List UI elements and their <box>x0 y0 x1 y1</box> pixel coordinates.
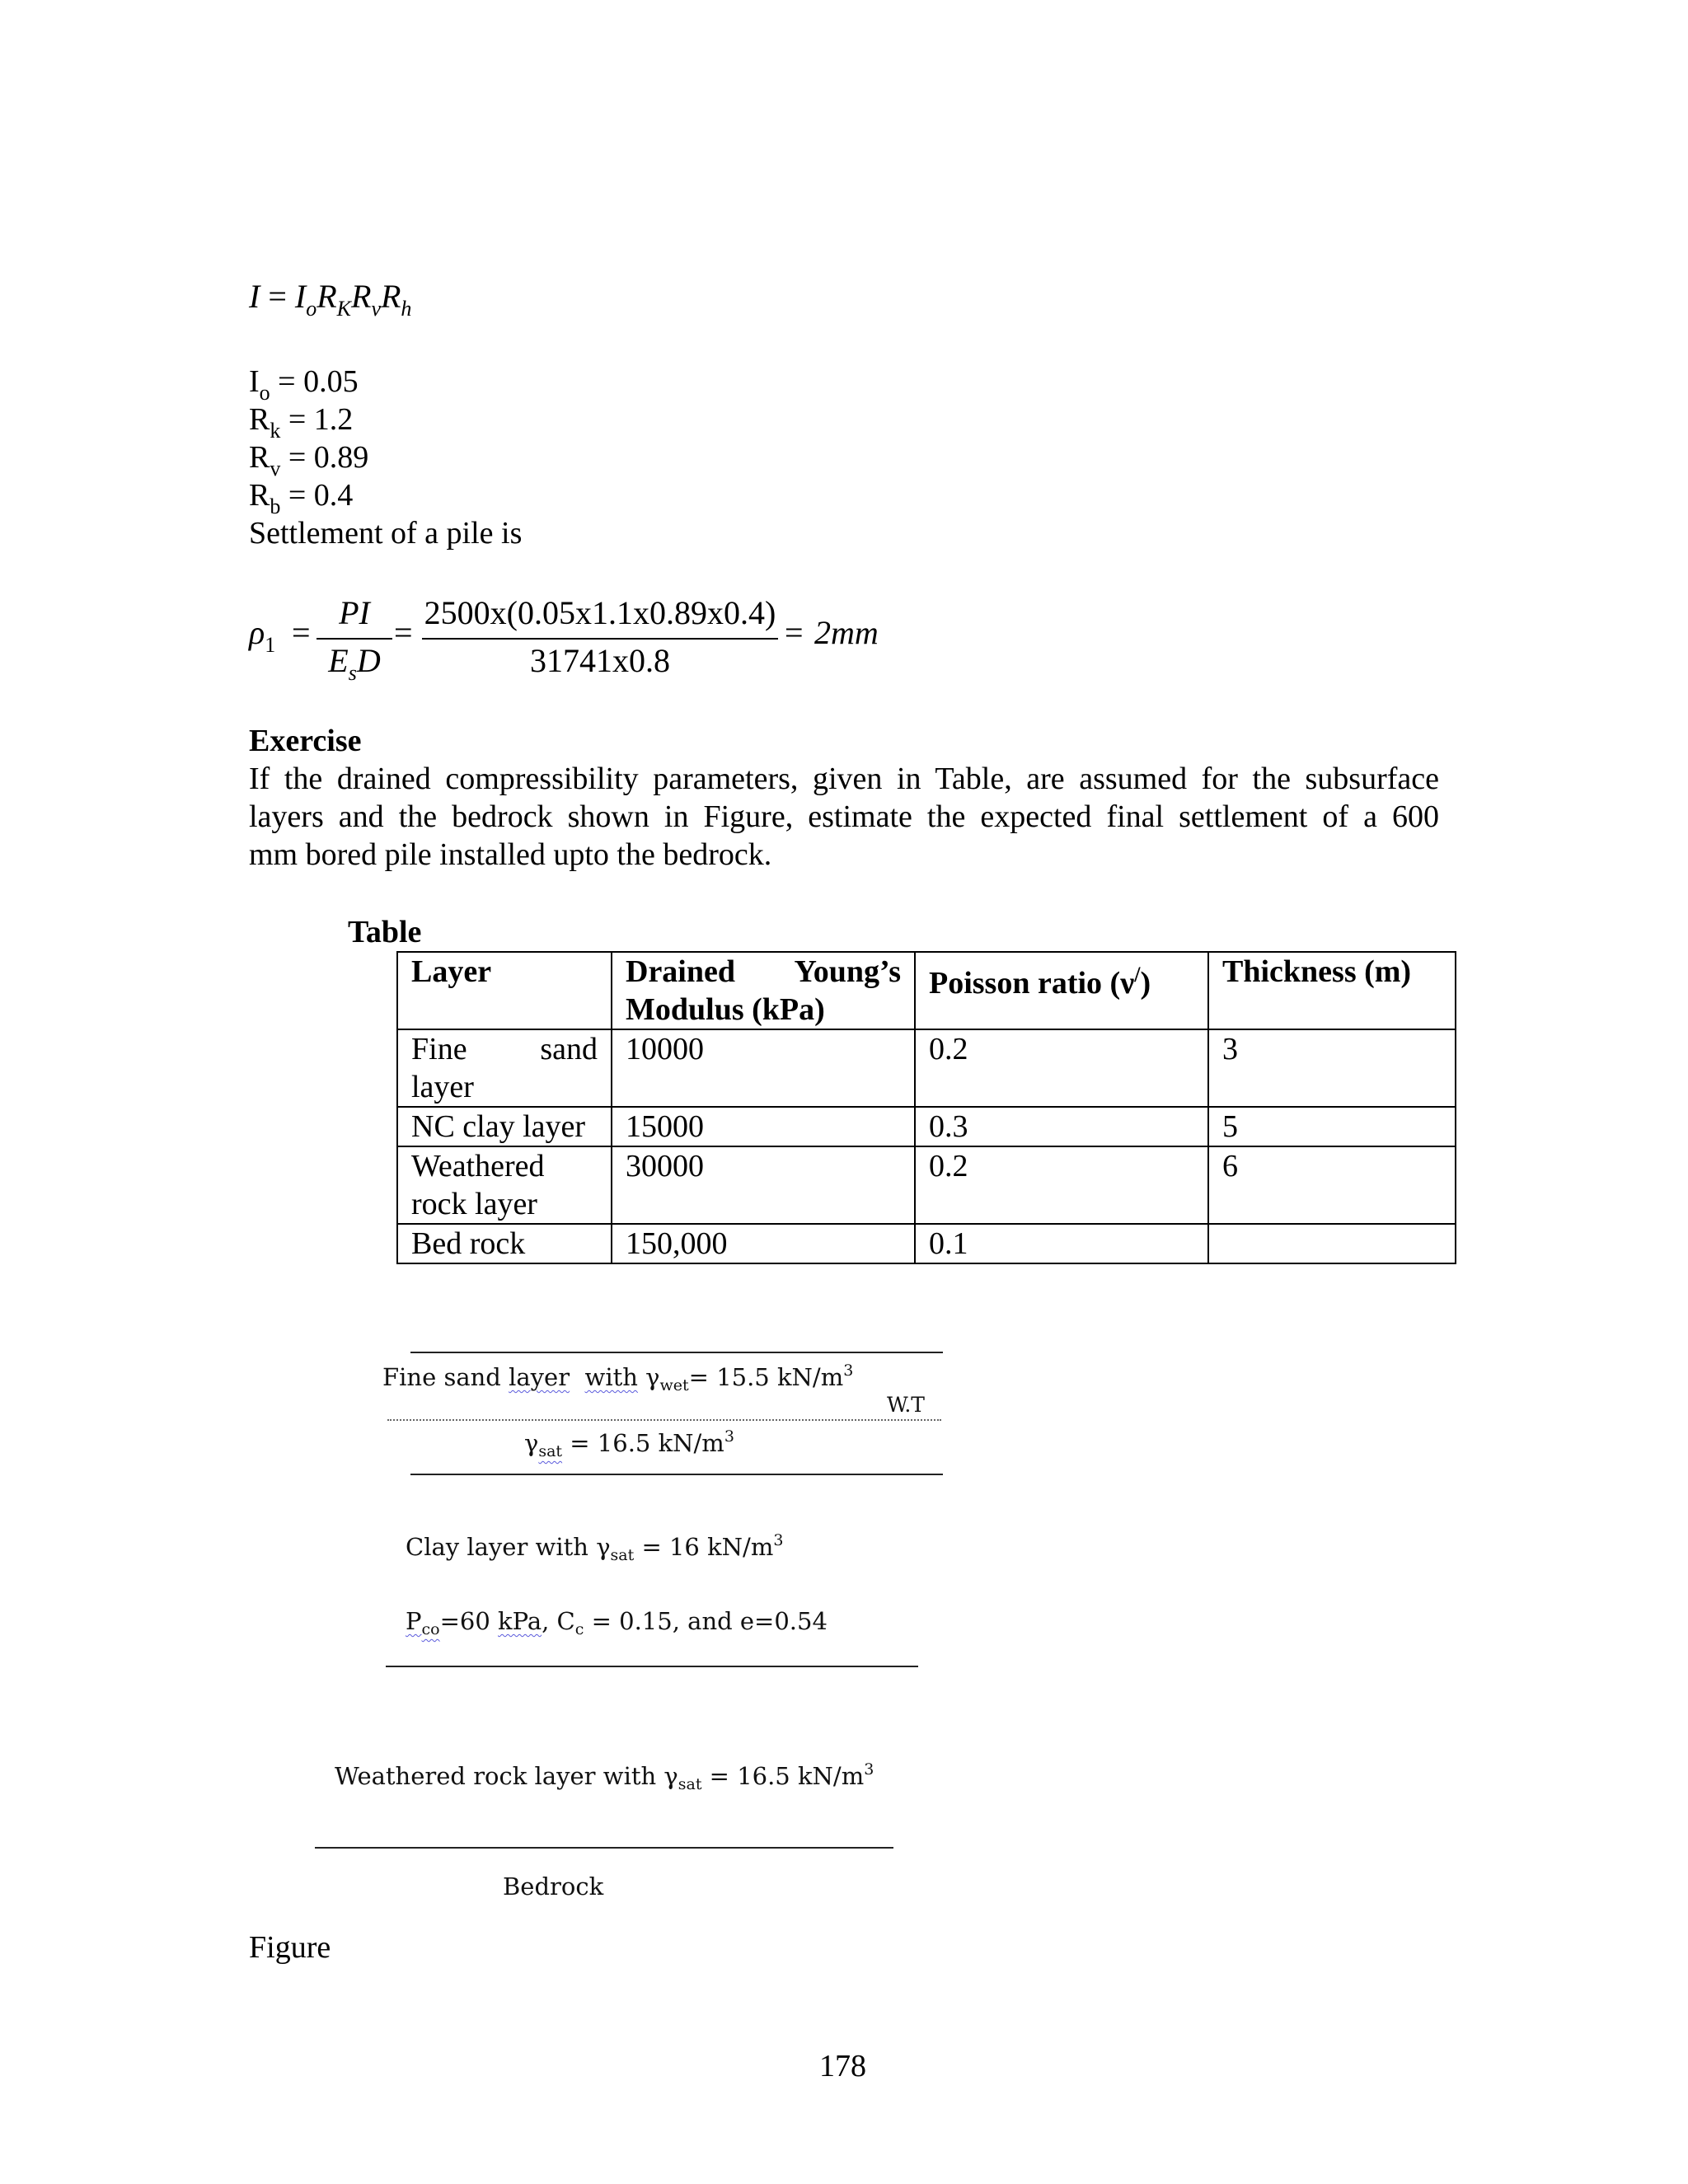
settlement-intro: Settlement of a pile is <box>249 516 523 551</box>
fraction-2-numerator: 2500x(0.05x1.1x0.89x0.4) <box>424 594 776 631</box>
cell-layer: Fine sand layer <box>397 1029 612 1107</box>
water-table-line <box>387 1419 941 1421</box>
cell-poisson: 0.3 <box>915 1107 1208 1146</box>
cell-thickness: 6 <box>1208 1146 1456 1224</box>
fraction-1-bar <box>316 638 392 640</box>
cell-thickness: 3 <box>1208 1029 1456 1107</box>
exercise-line-3: mm bored pile installed upto the bedrock. <box>249 837 772 872</box>
formula-i <box>249 277 411 321</box>
settlement-result: 2mm <box>814 614 879 651</box>
cell-poisson: 0.2 <box>915 1029 1208 1107</box>
cell-poisson: 0.2 <box>915 1146 1208 1224</box>
formula-term: $R_K$ <box>316 278 351 321</box>
header-poisson: Poisson ratio (ν/) <box>915 952 1208 1029</box>
header-modulus: Drained Young’s Modulus (kPa) <box>612 952 915 1029</box>
exercise-line-2: layers and the bedrock shown in Figure, estimate the expected final settlement of a 600 <box>249 799 1439 834</box>
param-rb: $R_b = 0.4$ <box>249 478 354 518</box>
cell-modulus: 30000 <box>612 1146 915 1224</box>
clay-properties: $P_{co}=60$ kPa, $C_c = 0.15$, and e=0.54 <box>406 1607 828 1638</box>
exercise-line-1: If the drained compressibility parameters, given in Table, are assumed for the subsurface <box>249 762 1439 796</box>
formula-term: $R_v$ <box>351 278 381 321</box>
table-row <box>397 1146 1456 1224</box>
weathered-rock-bottom-boundary <box>315 1847 893 1849</box>
cell-modulus: 10000 <box>612 1029 915 1107</box>
cell-layer: Bed rock <box>397 1224 612 1263</box>
cell-poisson: 0.1 <box>915 1224 1208 1263</box>
formula-i-eq: = <box>268 278 287 315</box>
bedrock-label: Bedrock <box>503 1872 604 1900</box>
fraction-1-numerator: PI <box>339 594 370 631</box>
cell-layer: NC clay layer <box>397 1107 612 1146</box>
table-row <box>397 1224 1456 1263</box>
gamma-sat-fine-sand: $\gamma_{sat} = 16.5$ $kN/m^3$ <box>524 1427 734 1460</box>
header-layer: Layer <box>397 952 612 1029</box>
fraction-2-bar <box>422 638 778 640</box>
rho-symbol: $\rho_1$ <box>249 614 276 657</box>
param-rk: $R_k = 1.2$ <box>249 402 354 443</box>
param-io: $I_o = 0.05$ <box>249 364 359 405</box>
param-rv: $R_v = 0.89$ <box>249 440 369 480</box>
cell-modulus: 15000 <box>612 1107 915 1146</box>
cell-thickness: 5 <box>1208 1107 1456 1146</box>
exercise-heading: Exercise <box>249 724 362 758</box>
cell-thickness <box>1208 1224 1456 1263</box>
table-row <box>397 1107 1456 1146</box>
fraction-1-denominator: $E_sD$ <box>328 642 381 685</box>
fine-sand-label: Fine sand layer with $\gamma_{wet}= 15.5$ $kN/m^3$ <box>382 1361 854 1394</box>
cell-modulus: 150,000 <box>612 1224 915 1263</box>
soil-properties-table <box>396 951 1456 1264</box>
fraction-2-denominator: 31741x0.8 <box>530 642 670 679</box>
equals-3: = <box>785 614 804 651</box>
clay-bottom-boundary <box>386 1666 918 1667</box>
formula-term: $I_o$ <box>294 278 317 321</box>
table-caption: Table <box>348 915 422 949</box>
fine-sand-top-boundary <box>410 1352 943 1353</box>
figure-caption: Figure <box>249 1930 331 1965</box>
clay-label: Clay layer with $\gamma_{sat} = 16$ $kN/m^3$ <box>406 1531 784 1564</box>
cell-layer: Weathered rock layer <box>397 1146 612 1224</box>
weathered-rock-label: Weathered rock layer with $\gamma_{sat} = 16.5$ $kN/m^3$ <box>335 1760 874 1793</box>
formula-term: $R_h$ <box>380 278 412 321</box>
equals-2: = <box>394 614 413 651</box>
water-table-label: W.T <box>887 1393 925 1417</box>
fine-sand-bottom-boundary <box>410 1474 943 1475</box>
table-header-row <box>397 952 1456 1029</box>
table-row <box>397 1029 1456 1107</box>
page-number: 178 <box>819 2049 866 2083</box>
equals-1: = <box>292 614 311 651</box>
header-thickness: Thickness (m) <box>1208 952 1456 1029</box>
formula-i-lhs: I <box>249 278 260 315</box>
